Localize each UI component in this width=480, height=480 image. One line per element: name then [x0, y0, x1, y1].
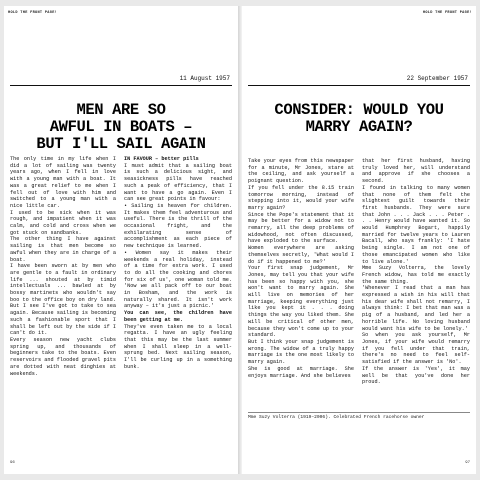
article-date: 22 September 1957 — [406, 75, 468, 82]
paragraph: So when you ask yourself, Mr Jones, if your wife would remarry if you fell under that train, there's no need to feel self-satisfied if the answer is 'No'. — [362, 332, 470, 366]
paragraph: The other thing I have against sailing is that men become so awful when they are in charge of a boat. — [10, 236, 116, 263]
paragraph: I found in talking to many women that none of them felt the slightest guilt towards their first husbands. They were sure that John . . . Jack . . . Peter . . . Henry would have wanted it. So would Humphrey Bogart, happily married for twelve years to Lauren Bacall, who says frankly: 'I hate being single. I am not one of those emancipated women who like to live alone.' — [362, 184, 470, 265]
paragraph: I have been sworn at by men who are gentle to a fault in ordinary life ... shouted at by timid intellectuals ... bawled at by bossy martinets who wouldn't say boo to the office boy on dry land. — [10, 263, 116, 303]
paragraph: Take your eyes from this newspaper for a minute, Mr Jones, stare at the ceiling, and ask yourself a poignant question. — [248, 158, 354, 185]
headline-line: AWFUL IN BOATS – — [49, 118, 193, 136]
paragraph: If you fell under the 8.15 train tomorrow morning, instead of stepping into it, would your wife marry again? — [248, 184, 354, 211]
caption-rule — [248, 412, 470, 413]
article-headline — [10, 102, 232, 153]
paragraph: I must admit that a sailing boat is such a delicious sight, and seasickness pills have reached such a peak of efficiency, that I want to have a go again. Even I can see great points in favour: — [124, 162, 232, 203]
paragraph: But I think your snap judgement is wrong. The widow of a truly happy marriage is the one most likely to marry again. — [248, 338, 354, 366]
paragraph: that her first husband, having truly loved her, will understand and approve if she chooses a second. — [362, 158, 470, 185]
paragraph: • Women say it makes their weekends a real holiday, instead of a time for extra work. I used to do all the cooking and chores for six of us', one woman told me. 'Now we all pack off to our boat in Bosham, and the work is naturally shared. It isn't work anyway – it's just a picnic.' — [124, 249, 232, 310]
text-column-1 — [10, 156, 116, 377]
paragraph: 'Whenever I read that a man has expressed a wish in his will that his dear wife shall not remarry, I always think: I bet that man was a pig of a husband, and led her a horrible life. No loving husband would want his wife to be lonely.' — [362, 285, 470, 332]
text-column-1 — [248, 158, 354, 379]
text-column-2 — [124, 156, 232, 371]
paragraph: But I see I've got to take to sea again. Because sailing is becoming such a fashionable sport that I shall be left out by the side if I can't do it. — [10, 303, 116, 337]
right-page — [242, 6, 476, 474]
subheading: IN FAVOUR – better pills — [124, 156, 199, 162]
headline-line: MEN ARE SO — [76, 101, 166, 119]
paragraph: The only time in my life when I did a lot of sailing was twenty years ago, when I fell in love with a young man with a boat. It was a great relief to me when I fell out of love with him and switched to a young man with a nice little car. — [10, 156, 116, 209]
paragraph: She is good at marriage. She enjoys marriage. And she believes — [248, 365, 354, 379]
article-date: 11 August 1957 — [179, 75, 230, 82]
text-column-2 — [362, 158, 470, 386]
running-head: HOLD THE FRONT PAGE! — [422, 11, 472, 15]
paragraph: I used to be sick when it was rough, and impatient when it was calm, and cold and cross when we got stuck on sandbanks. — [10, 209, 116, 236]
photo-caption: Mme Suzy Volterra (1919–2006). Celebrated French racehorse owner — [248, 415, 425, 420]
paragraph: Your first snap judgement, Mr Jones, may tell you that your wife has been so happy with you, she won't want to marry again. She will live on memories of her marriage, keeping everything just like you kept it . . . doing things the way you liked them. She will be critical of other men, because they won't come up to your standard. — [248, 265, 354, 339]
headline-line: CONSIDER: WOULD YOU — [274, 101, 444, 119]
header-rule — [10, 85, 232, 86]
headline-line: MARRY AGAIN? — [305, 118, 413, 136]
paragraph: • Sailing is heaven for children. It makes them feel adventurous and useful. There is the thrill of the occasional fright, and the exhilarating sense of accomplishment as each piece of new technique is learned. — [124, 202, 232, 250]
article-headline — [248, 102, 470, 136]
header-rule — [248, 85, 470, 86]
running-head: HOLD THE FRONT PAGE! — [8, 11, 58, 15]
paragraph: They've even taken me to a local regatta. I have an ugly feeling that this may be the last summer when I shall sleep in a well-sprung bed. Next sailing season, I'll be curling up in a something bunk. — [124, 323, 232, 370]
paragraph: Mme Suzy Volterra, the lovely French widow, has told me exactly the same thing. — [362, 265, 470, 285]
paragraph: Every season new yacht clubs spring up, and thousands of beginners take to the boats. Even reservoirs and flooded gravel pits are dotted with neat dinghies at weekends. — [10, 336, 116, 377]
headline-line: BUT I'LL SAIL AGAIN — [36, 135, 206, 153]
paragraph: Women everywhere are asking themselves secretly, 'What would I do if it happened to me?' — [248, 245, 354, 265]
paragraph: Since the Pope's statement that it may be better for a widow not to remarry, all the deep problems of widowhood, not often discussed, have exploded to the surface. — [248, 211, 354, 245]
paragraph: If the answer is 'Yes', it may well be that you've done her proud. — [362, 365, 470, 386]
left-page — [4, 6, 238, 474]
page-number: 97 — [465, 461, 470, 465]
bold-paragraph: You can see, the children have been getting at me. — [124, 310, 232, 323]
page-number: 96 — [10, 461, 15, 465]
